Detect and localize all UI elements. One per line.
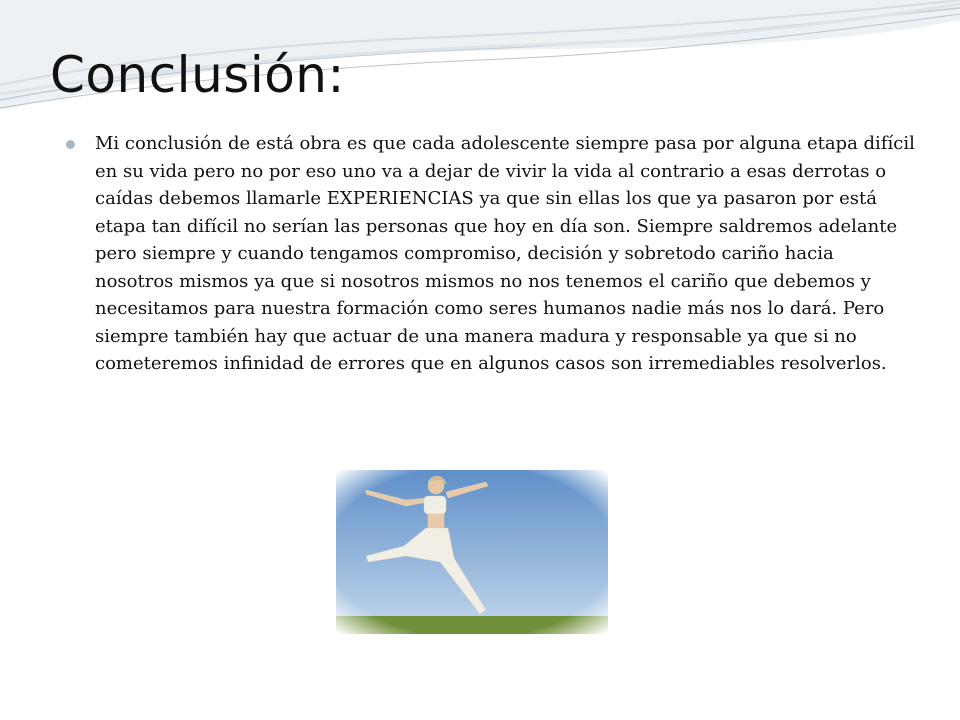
bullet-icon xyxy=(66,140,75,149)
bullet-text: Mi conclusión de está obra es que cada adolescente siempre pasa por alguna etapa difícil en su vida pero no por eso uno va a dejar de vivir la vida al contrario a esas derrotas o caídas debemos llamarle EXPERIENCIAS ya que sin ellas los que ya pasaron por está etapa tan difícil no serían las personas que hoy en día son. Siempre saldremos adelante pero siempre y cuando tengamos compromiso, decisión y sobretodo cariño hacia nosotros mismos ya que si nosotros mismos no nos tenemos el cariño que debemos y necesitamos para nuestra formación como seres humanos nadie más nos lo dará. Pero siempre también hay que actuar de una manera madura y responsable ya que si no cometeremos infinidad de errores que en algunos casos son irremediables resolverlos. xyxy=(95,133,915,374)
bullet-item xyxy=(66,130,916,378)
jumping-woman-photo xyxy=(336,470,608,634)
slide-title: Conclusión: xyxy=(50,46,345,104)
slide-body xyxy=(66,130,916,378)
photo-illustration xyxy=(336,470,608,634)
